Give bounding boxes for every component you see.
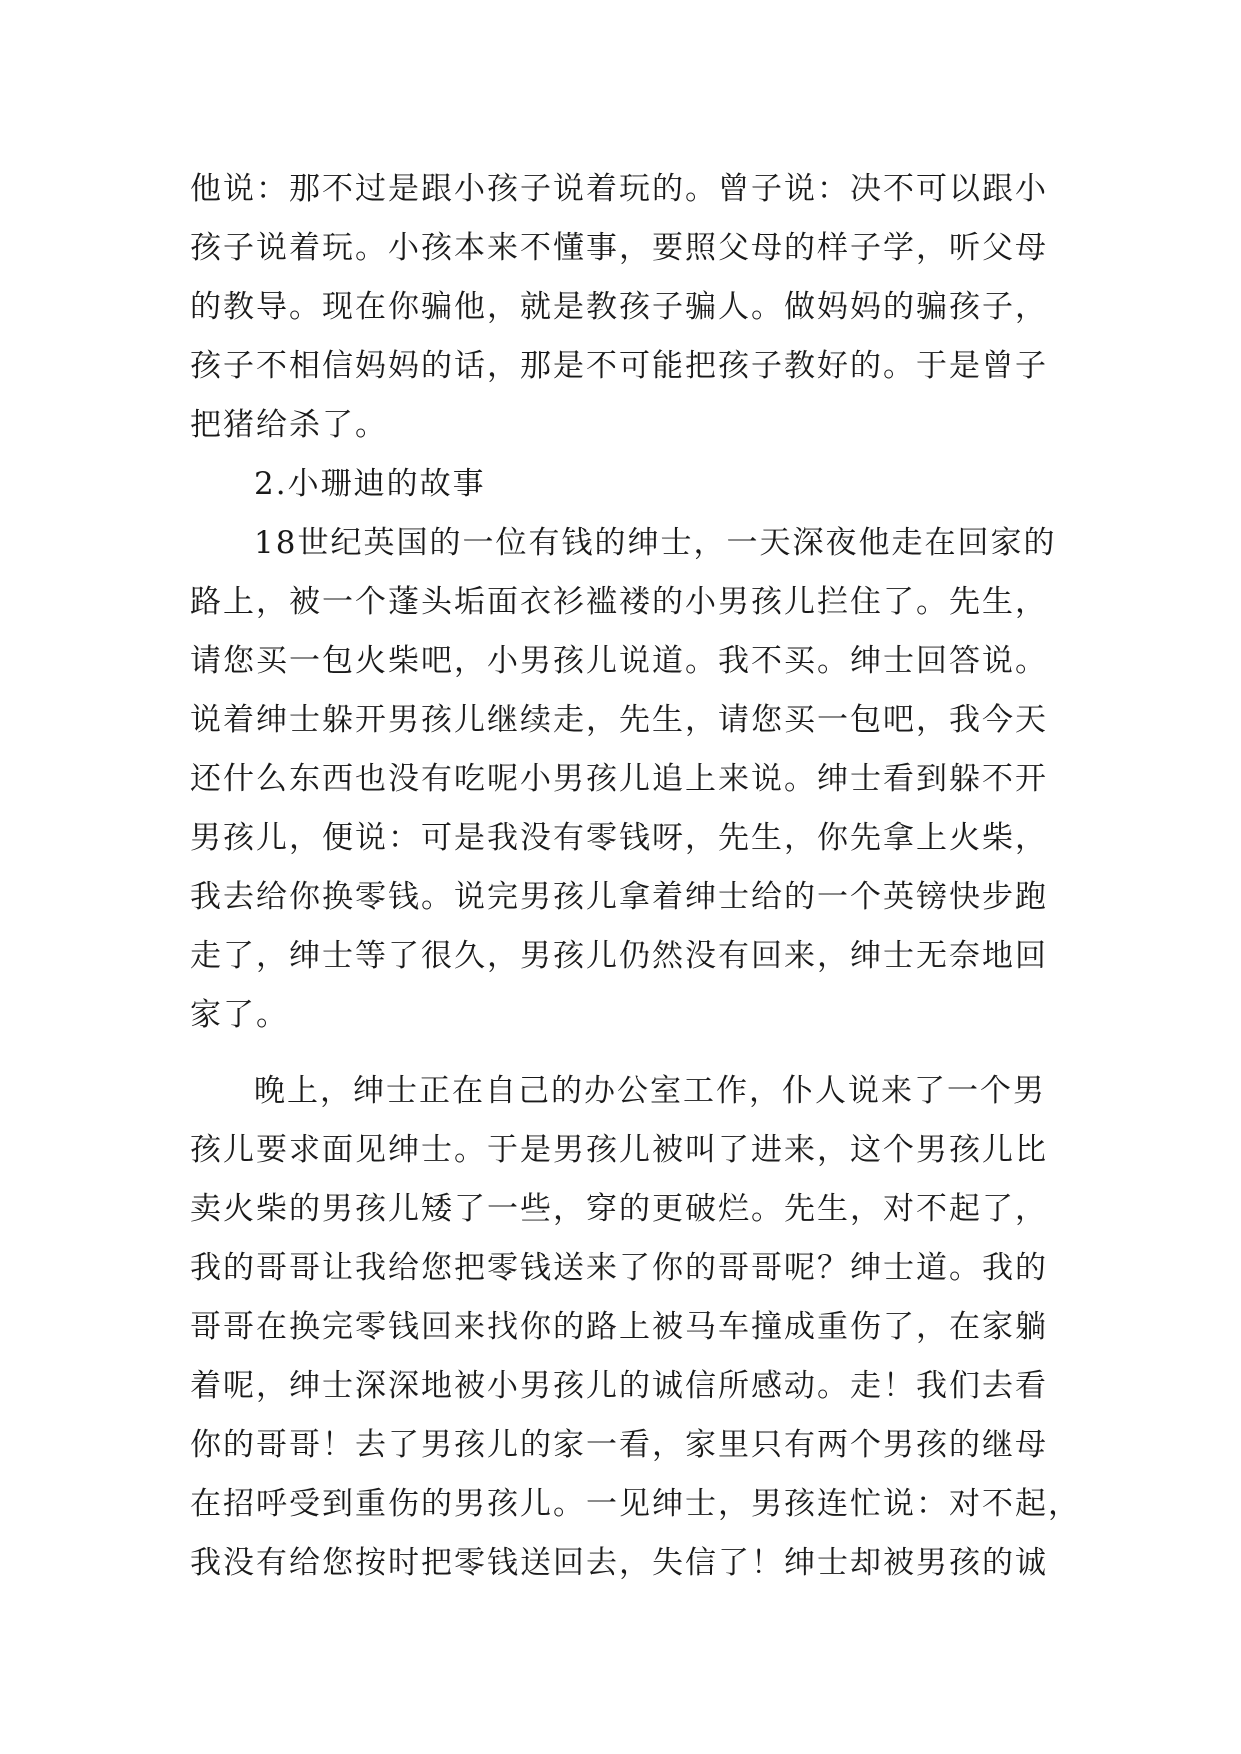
heading-text: 2.小珊迪的故事 [254,466,486,502]
text-line: 孩子说着玩。小孩本来不懂事，要照父母的样子学，听父母 [190,230,1048,266]
text-line: 把猪给杀了。 [190,407,388,443]
text-line: 你的哥哥！去了男孩儿的家一看，家里只有两个男孩的继母 [190,1427,1048,1463]
text-line: 路上，被一个蓬头垢面衣衫褴褛的小男孩儿拦住了。先生， [190,584,1048,620]
text-line: 男孩儿，便说：可是我没有零钱呀，先生，你先拿上火柴， [190,820,1048,856]
text-line: 孩子不相信妈妈的话，那是不可能把孩子教好的。于是曾子 [190,348,1048,384]
text-line: 还什么东西也没有吃呢小男孩儿追上来说。绅士看到躲不开 [190,761,1048,797]
document-body [190,160,1081,1593]
text-line: 哥哥在换完零钱回来找你的路上被马车撞成重伤了，在家躺 [190,1309,1048,1345]
text-line: 18世纪英国的一位有钱的绅士，一天深夜他走在回家的 [254,525,1057,561]
text-line: 说着绅士躲开男孩儿继续走，先生，请您买一包吧，我今天 [190,702,1048,738]
text-line: 我去给你换零钱。说完男孩儿拿着绅士给的一个英镑快步跑 [190,879,1048,915]
text-line: 卖火柴的男孩儿矮了一些，穿的更破烂。先生，对不起了， [190,1191,1048,1227]
text-line: 请您买一包火柴吧，小男孩儿说道。我不买。绅士回答说。 [190,643,1048,679]
text-line: 孩儿要求面见绅士。于是男孩儿被叫了进来，这个男孩儿比 [190,1132,1048,1168]
paragraph-spacer [190,1045,1070,1062]
text-line: 我的哥哥让我给您把零钱送来了你的哥哥呢？绅士道。我的 [190,1250,1048,1286]
text-line: 着呢，绅士深深地被小男孩儿的诚信所感动。走！我们去看 [190,1368,1048,1404]
text-line: 他说：那不过是跟小孩子说着玩的。曾子说：决不可以跟小 [190,171,1048,207]
text-line: 的教导。现在你骗他，就是教孩子骗人。做妈妈的骗孩子， [190,289,1048,325]
text-line: 我没有给您按时把零钱送回去，失信了！绅士却被男孩的诚 [190,1545,1048,1581]
paragraph-zengzi-ending [190,160,1070,455]
text-line: 晚上，绅士正在自己的办公室工作，仆人说来了一个男 [254,1073,1046,1109]
section-heading [190,455,1070,514]
text-line: 走了，绅士等了很久，男孩儿仍然没有回来，绅士无奈地回 [190,938,1048,974]
paragraph-sandy-story [190,514,1070,1045]
text-line: 家了。 [190,997,289,1033]
paragraph-evening [190,1062,1081,1593]
text-line: 在招呼受到重伤的男孩儿。一见绅士，男孩连忙说：对不起， [190,1486,1081,1522]
